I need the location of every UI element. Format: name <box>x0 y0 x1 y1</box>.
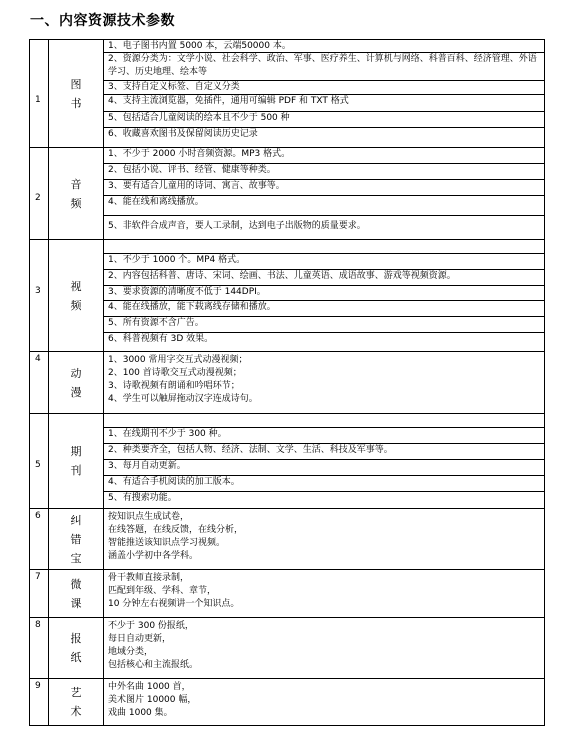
list-item: 1、在线期刊不少于 300 种。 <box>104 428 544 444</box>
list-item: 1、3000 常用字交互式动漫视频； <box>108 355 248 365</box>
list-item: 4、有适合手机阅读的加工版本。 <box>104 476 544 492</box>
section-name-text: 期刊 <box>70 445 82 477</box>
list-item: 3、要求资源的清晰度不低于 144DPI。 <box>104 286 544 301</box>
section-periodicals <box>30 414 545 509</box>
section-number <box>30 414 49 508</box>
section-name <box>49 148 104 239</box>
section-name <box>49 352 104 413</box>
section-number-text: 8 <box>35 620 41 630</box>
section-name-text: 视频 <box>70 279 82 312</box>
list-item: 6、科普视频有 3D 效果。 <box>108 334 214 344</box>
section-number-text: 4 <box>35 354 41 364</box>
list-item: 智能推送该知识点学习视频。 <box>108 538 226 548</box>
list-item: 2、包括小说、评书、经管、健康等种类。 <box>104 164 544 180</box>
parameter-table <box>29 39 545 726</box>
section-name <box>49 240 104 351</box>
section-name-text: 图书 <box>70 77 82 110</box>
list-item: 2、种类要齐全，包括人物、经济、法制、文学、生活、科技及军事等。 <box>104 444 544 460</box>
list-item: 2、内容包括科普、唐诗、宋词、绘画、书法、儿童英语、成语故事、游戏等视频资源。 <box>104 270 544 286</box>
list-item: 匹配到年级、学科、章节， <box>108 586 217 596</box>
section-name <box>49 414 104 508</box>
item-list <box>104 352 545 413</box>
list-item: 4、支持主流浏览器，免插件，通用可编辑 PDF 和 TXT 格式 <box>104 95 544 112</box>
list-item: 5、所有资源不含广告。 <box>104 317 544 333</box>
section-number-text: 3 <box>35 286 41 296</box>
section-number-text: 5 <box>35 460 41 470</box>
item-list <box>104 570 545 617</box>
list-item: 1、不少于 2000 小时音频资源。MP3 格式。 <box>104 148 544 164</box>
list-item: 4、学生可以触屏拖动汉字连成诗句。 <box>108 394 258 404</box>
list-item: 4、能在线播放，能下载离线存储和播放。 <box>104 301 544 317</box>
section-micro-lessons <box>30 570 545 618</box>
section-name-text: 动漫 <box>70 366 82 399</box>
section-name-text: 纠错宝 <box>70 513 82 565</box>
list-item: 戏曲 1000 集。 <box>108 708 173 718</box>
item-list <box>104 148 545 239</box>
section-name <box>49 40 104 147</box>
list-item: 3、每月自动更新。 <box>104 460 544 476</box>
list-item: 在线答题，在线反馈，在线分析， <box>108 525 244 535</box>
section-number-text: 2 <box>35 193 41 203</box>
section-video <box>30 240 545 352</box>
item-list <box>104 509 545 569</box>
list-item: 5、有搜索功能。 <box>108 493 177 503</box>
list-item: 美术图片 10000 幅， <box>108 695 197 705</box>
list-item <box>104 414 544 428</box>
list-item: 地域分类， <box>108 647 154 657</box>
list-item: 中外名曲 1000 首， <box>108 682 191 692</box>
item-list <box>104 240 545 351</box>
section-number <box>30 40 49 147</box>
section-number <box>30 679 49 725</box>
page-title: 一、内容资源技术参数 <box>30 13 175 29</box>
item-list <box>104 40 545 147</box>
list-item: 不少于 300 份报纸， <box>108 621 194 631</box>
section-name-text: 音频 <box>70 177 82 210</box>
section-number-text: 6 <box>35 511 41 521</box>
section-name-text: 艺术 <box>70 686 82 718</box>
item-list <box>104 618 545 678</box>
section-number <box>30 570 49 617</box>
list-item <box>104 240 544 254</box>
section-name-text: 报纸 <box>70 632 82 664</box>
section-audio <box>30 148 545 240</box>
section-books <box>30 40 545 148</box>
section-animation <box>30 352 545 414</box>
list-item: 6、收藏喜欢图书及保留阅读历史记录 <box>108 129 258 139</box>
section-number-text: 9 <box>35 681 41 691</box>
list-item: 2、100 首诗歌交互式动漫视频； <box>108 368 242 378</box>
list-item: 3、支持自定义标签、自定义分类 <box>104 81 544 95</box>
list-item: 按知识点生成试卷， <box>108 512 190 522</box>
list-item: 5、非软件合成声音，要人工录制，达到电子出版物的质量要求。 <box>108 221 366 231</box>
section-number <box>30 618 49 678</box>
list-item: 骨干教师直接录制， <box>108 573 190 583</box>
section-name <box>49 679 104 725</box>
item-list <box>104 679 545 725</box>
list-item: 3、要有适合儿童用的诗词、寓言、故事等。 <box>104 180 544 196</box>
list-item: 1、不少于 1000 个。MP4 格式。 <box>104 254 544 270</box>
section-number <box>30 352 49 413</box>
section-name <box>49 509 104 569</box>
section-name <box>49 570 104 617</box>
list-item: 4、能在线和离线播放。 <box>104 196 544 216</box>
list-item: 2、资源分类为：文学小说、社会科学、政治、军事、医疗养生、计算机与网络、科普百科、经济管理、外语学习、历史地理、绘本等 <box>104 53 544 81</box>
section-name-text: 微课 <box>70 577 82 610</box>
list-item: 3、诗歌视频有朗诵和吟唱环节； <box>108 381 240 391</box>
list-item: 涵盖小学初中各学科。 <box>108 551 199 561</box>
list-item: 包括核心和主流报纸。 <box>108 660 199 670</box>
section-art <box>30 679 545 726</box>
section-name <box>49 618 104 678</box>
list-item: 每日自动更新， <box>108 634 172 644</box>
section-error-correction <box>30 509 545 570</box>
section-number-text: 1 <box>35 95 41 105</box>
section-number <box>30 240 49 351</box>
item-list <box>104 414 545 508</box>
section-newspapers <box>30 618 545 679</box>
list-item: 5、包括适合儿童阅读的绘本且不少于 500 种 <box>104 112 544 128</box>
list-item: 10 分钟左右视频讲一个知识点。 <box>108 599 240 609</box>
section-number <box>30 509 49 569</box>
list-item: 1、电子图书内置 5000 本，云端50000 本。 <box>104 40 544 53</box>
section-number <box>30 148 49 239</box>
section-number-text: 7 <box>35 572 41 582</box>
